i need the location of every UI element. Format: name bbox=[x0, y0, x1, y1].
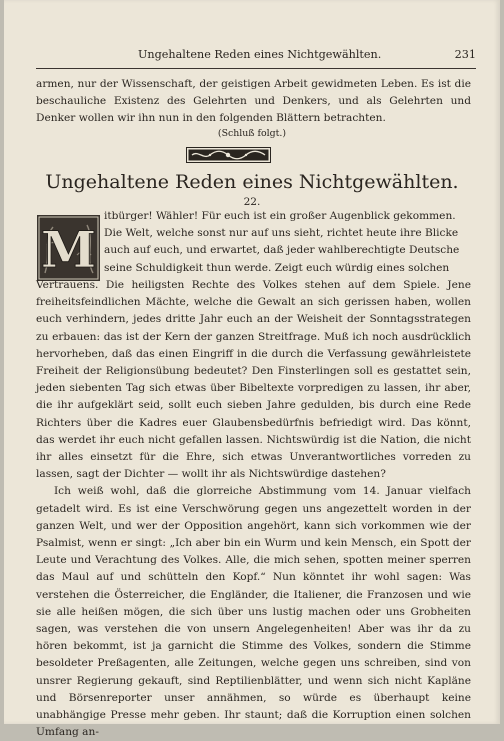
book-page bbox=[4, 0, 500, 739]
continuation-note: (Schluß folgt.) bbox=[217, 128, 287, 139]
header-rule bbox=[36, 68, 476, 69]
page-number: 231 bbox=[454, 48, 476, 61]
running-header bbox=[88, 46, 476, 64]
drop-cap-line: Die Welt, welche sonst nur auf uns sieht, richtet heute ihre Blicke bbox=[104, 227, 459, 240]
article-body bbox=[36, 277, 471, 741]
drop-cap-line: seine Schuldigkeit thun werde. Zeigt euch würdig eines solchen bbox=[104, 261, 450, 274]
running-title: Ungehaltene Reden eines Nichtgewählten. bbox=[138, 48, 382, 61]
body-paragraph-2: Ich weiß wohl, daß die glorreiche Abstimmung vom 14. Januar vielfach getadelt wird. Es ist eine Verschwörung gegen uns angezettelt worden in der ganzen Welt, und wer der Opposition angehört, kann sich vorkommen wie der Psalmist, wenn er singt: „Ich aber bin ein Wurm und kein Mensch, ein Spott der Leute und Verachtung des Volkes. Alle, die mich sehen, spotten meiner sperren das Maul auf und schütteln den Kopf.“ Nun könntet ihr wohl sagen: Was verstehen die Österreicher, die Engländer, die Italiener, die Franzosen und wie sie alle heißen mögen, die sich über uns lustig machen oder uns Grobheiten sagen, was verstehen die von unsern Angelegenheiten! Aber was ihr da zu hören bekommt, ist ja garnicht die Stimme des Volkes, sondern die Stimme besoldeter Preßagenten, alle Zeitungen, welche gegen uns schreiben, sind von unsrer Regierung gekauft, sind Reptilienblätter, und wenn sich nicht Kapläne und Börsenreporter unser annähmen, so würde es überhaupt keine unabhängige Presse mehr geben. Ihr staunt; daß die Korruption einen solchen Umfang an- bbox=[36, 485, 471, 739]
decorated-initial bbox=[37, 215, 100, 281]
drop-cap-lines bbox=[104, 208, 471, 277]
article-number: 22. bbox=[243, 196, 261, 208]
intro-paragraph bbox=[36, 76, 471, 128]
drop-cap-line: auch auf euch, und erwartet, daß jeder wahlberechtigte Deutsche bbox=[104, 244, 460, 257]
article-title: Ungehaltene Reden eines Nichtgewählten. bbox=[45, 171, 459, 193]
decorative-vignette-icon bbox=[186, 147, 271, 163]
drop-cap-line: itbürger! Wähler! Für euch ist ein großer Augenblick gekommen. bbox=[104, 210, 456, 222]
initial-letter: M bbox=[40, 220, 97, 279]
body-paragraph-1: Vertrauens. Die heiligsten Rechte des Volkes stehen auf dem Spiele. Jene freiheitsfeindlichen Mächte, welche die Gewalt an sich gerissen haben, wollen euch verhindern, jedes dritte Jahr euch an der Weisheit der Sonntagsstrategen zu erbauen: das ist der Kern der ganzen Streitfrage. Muß ich noch ausdrücklich hervorheben, daß das einen Eingriff in die durch die Verfassung gewährleistete Freiheit der Religionsübung bedeutet? Den Finsterlingen soll es gestattet sein, jeden siebenten Tag sich etwas über Bibeltexte vorpredigen zu lassen, ihr aber, die ihr aufgeklärt seid, sollt euch sieben Jahre gedulden, bis durch eine Rede Richters über die Kadres euer Glaubensbedürfnis befriedigt wird. Das könnt, das werdet ihr euch nicht gefallen lassen. Nichtswürdig ist die Nation, die nicht ihr alles einsetzt für die Ehre, sich etwas Unverantwortliches vorreden zu lassen, sagt der Dichter — wollt ihr als Nichtswürdige dastehen? bbox=[36, 279, 471, 481]
intro-paragraph-text: armen, nur der Wissenschaft, der geistigen Arbeit gewidmeten Leben. Es ist die beschauliche Existenz des Gelehrten und Denkers, und als Gelehrten und Denker wollen wir ihn nun in den folgenden Blättern betrachten. bbox=[36, 78, 471, 125]
